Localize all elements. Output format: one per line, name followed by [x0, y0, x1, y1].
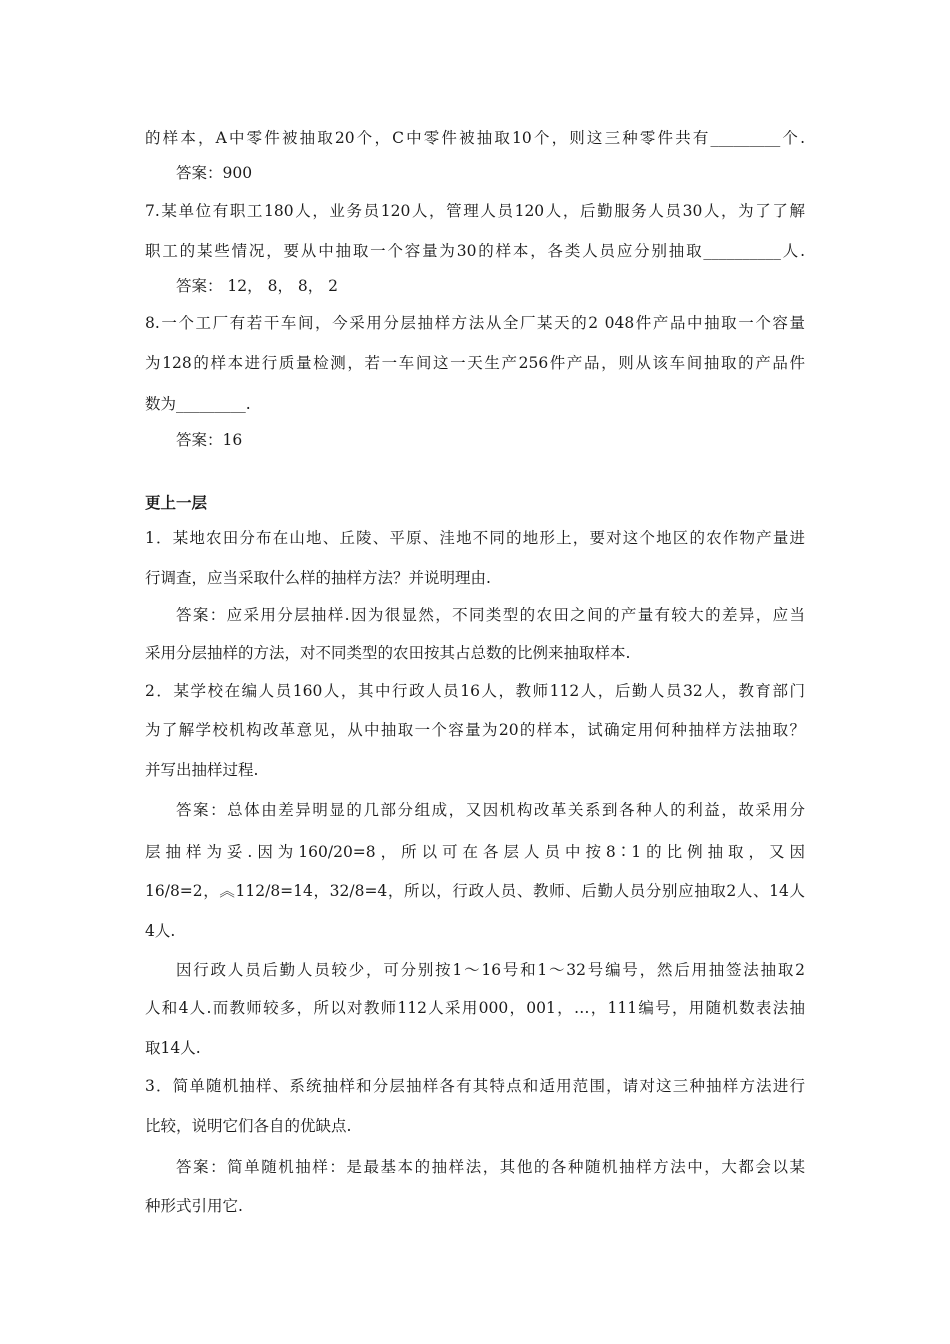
answer-line: 答案：总体由差异明显的几部分组成，又因机构改革关系到各种人的利益，故采用分: [176, 801, 805, 819]
question-line: 8.一个工厂有若干车间，今采用分层抽样方法从全厂某天的2 048件产品中抽取一个容量: [145, 314, 805, 332]
answer-line: 答案：900: [176, 164, 253, 182]
answer-line: 答案：应采用分层抽样.因为很显然，不同类型的农田之间的产量有较大的差异，应当: [176, 606, 805, 624]
question-line: 3．简单随机抽样、系统抽样和分层抽样各有其特点和适用范围，请对这三种抽样方法进行: [145, 1077, 805, 1095]
text-line: 数为_________.: [145, 395, 251, 413]
text-line: 16/8=2，︽112/8=14，32/8=4，所以，行政人员、教师、后勤人员分别应抽取2人、14人: [145, 882, 805, 900]
text-line: 为128的样本进行质量检测，若一车间这一天生产256件产品，则从该车间抽取的产品件: [145, 354, 805, 372]
text-line: 因行政人员后勤人员较少，可分别按1～16号和1～32号编号，然后用抽签法抽取2: [176, 961, 805, 979]
text-line: 层抽样为妥.因为160/20=8，所以可在各层人员中按8∶1的比例抽取，又因: [145, 843, 805, 861]
text-line: 4人.: [145, 922, 176, 940]
question-line: 1．某地农田分布在山地、丘陵、平原、洼地不同的地形上，要对这个地区的农作物产量进: [145, 529, 805, 547]
text-line: 行调查，应当采取什么样的抽样方法？并说明理由.: [145, 569, 491, 587]
text-line: 取14人.: [145, 1039, 201, 1057]
question-line: 7.某单位有职工180人，业务员120人，管理人员120人，后勤服务人员30人，为了了解: [145, 202, 805, 220]
text-line: 为了解学校机构改革意见，从中抽取一个容量为20的样本，试确定用何种抽样方法抽取？: [145, 721, 805, 739]
answer-line: 答案：简单随机抽样：是最基本的抽样法，其他的各种随机抽样方法中，大都会以某: [176, 1158, 805, 1176]
answer-line: 答案：16: [176, 431, 243, 449]
text-line: 的样本，A中零件被抽取20个，C中零件被抽取10个，则这三种零件共有_________个.: [145, 129, 805, 147]
text-line: 种形式引用它.: [145, 1197, 243, 1215]
text-line: 职工的某些情况，要从中抽取一个容量为30的样本，各类人员应分别抽取__________人.: [145, 242, 805, 260]
text-line: 比较，说明它们各自的优缺点.: [145, 1117, 352, 1135]
text-line: 人和4人.而教师较多，所以对教师112人采用000，001，…，111编号，用随机数表法抽: [145, 999, 805, 1017]
text-line: 采用分层抽样的方法，对不同类型的农田按其占总数的比例来抽取样本.: [145, 644, 631, 662]
section-heading: 更上一层: [145, 493, 208, 512]
text-line: 并写出抽样过程.: [145, 761, 259, 779]
question-line: 2．某学校在编人员160人，其中行政人员16人，教师112人，后勤人员32人，教育部门: [145, 682, 805, 700]
answer-line: 答案： 12， 8， 8， 2: [176, 277, 339, 295]
